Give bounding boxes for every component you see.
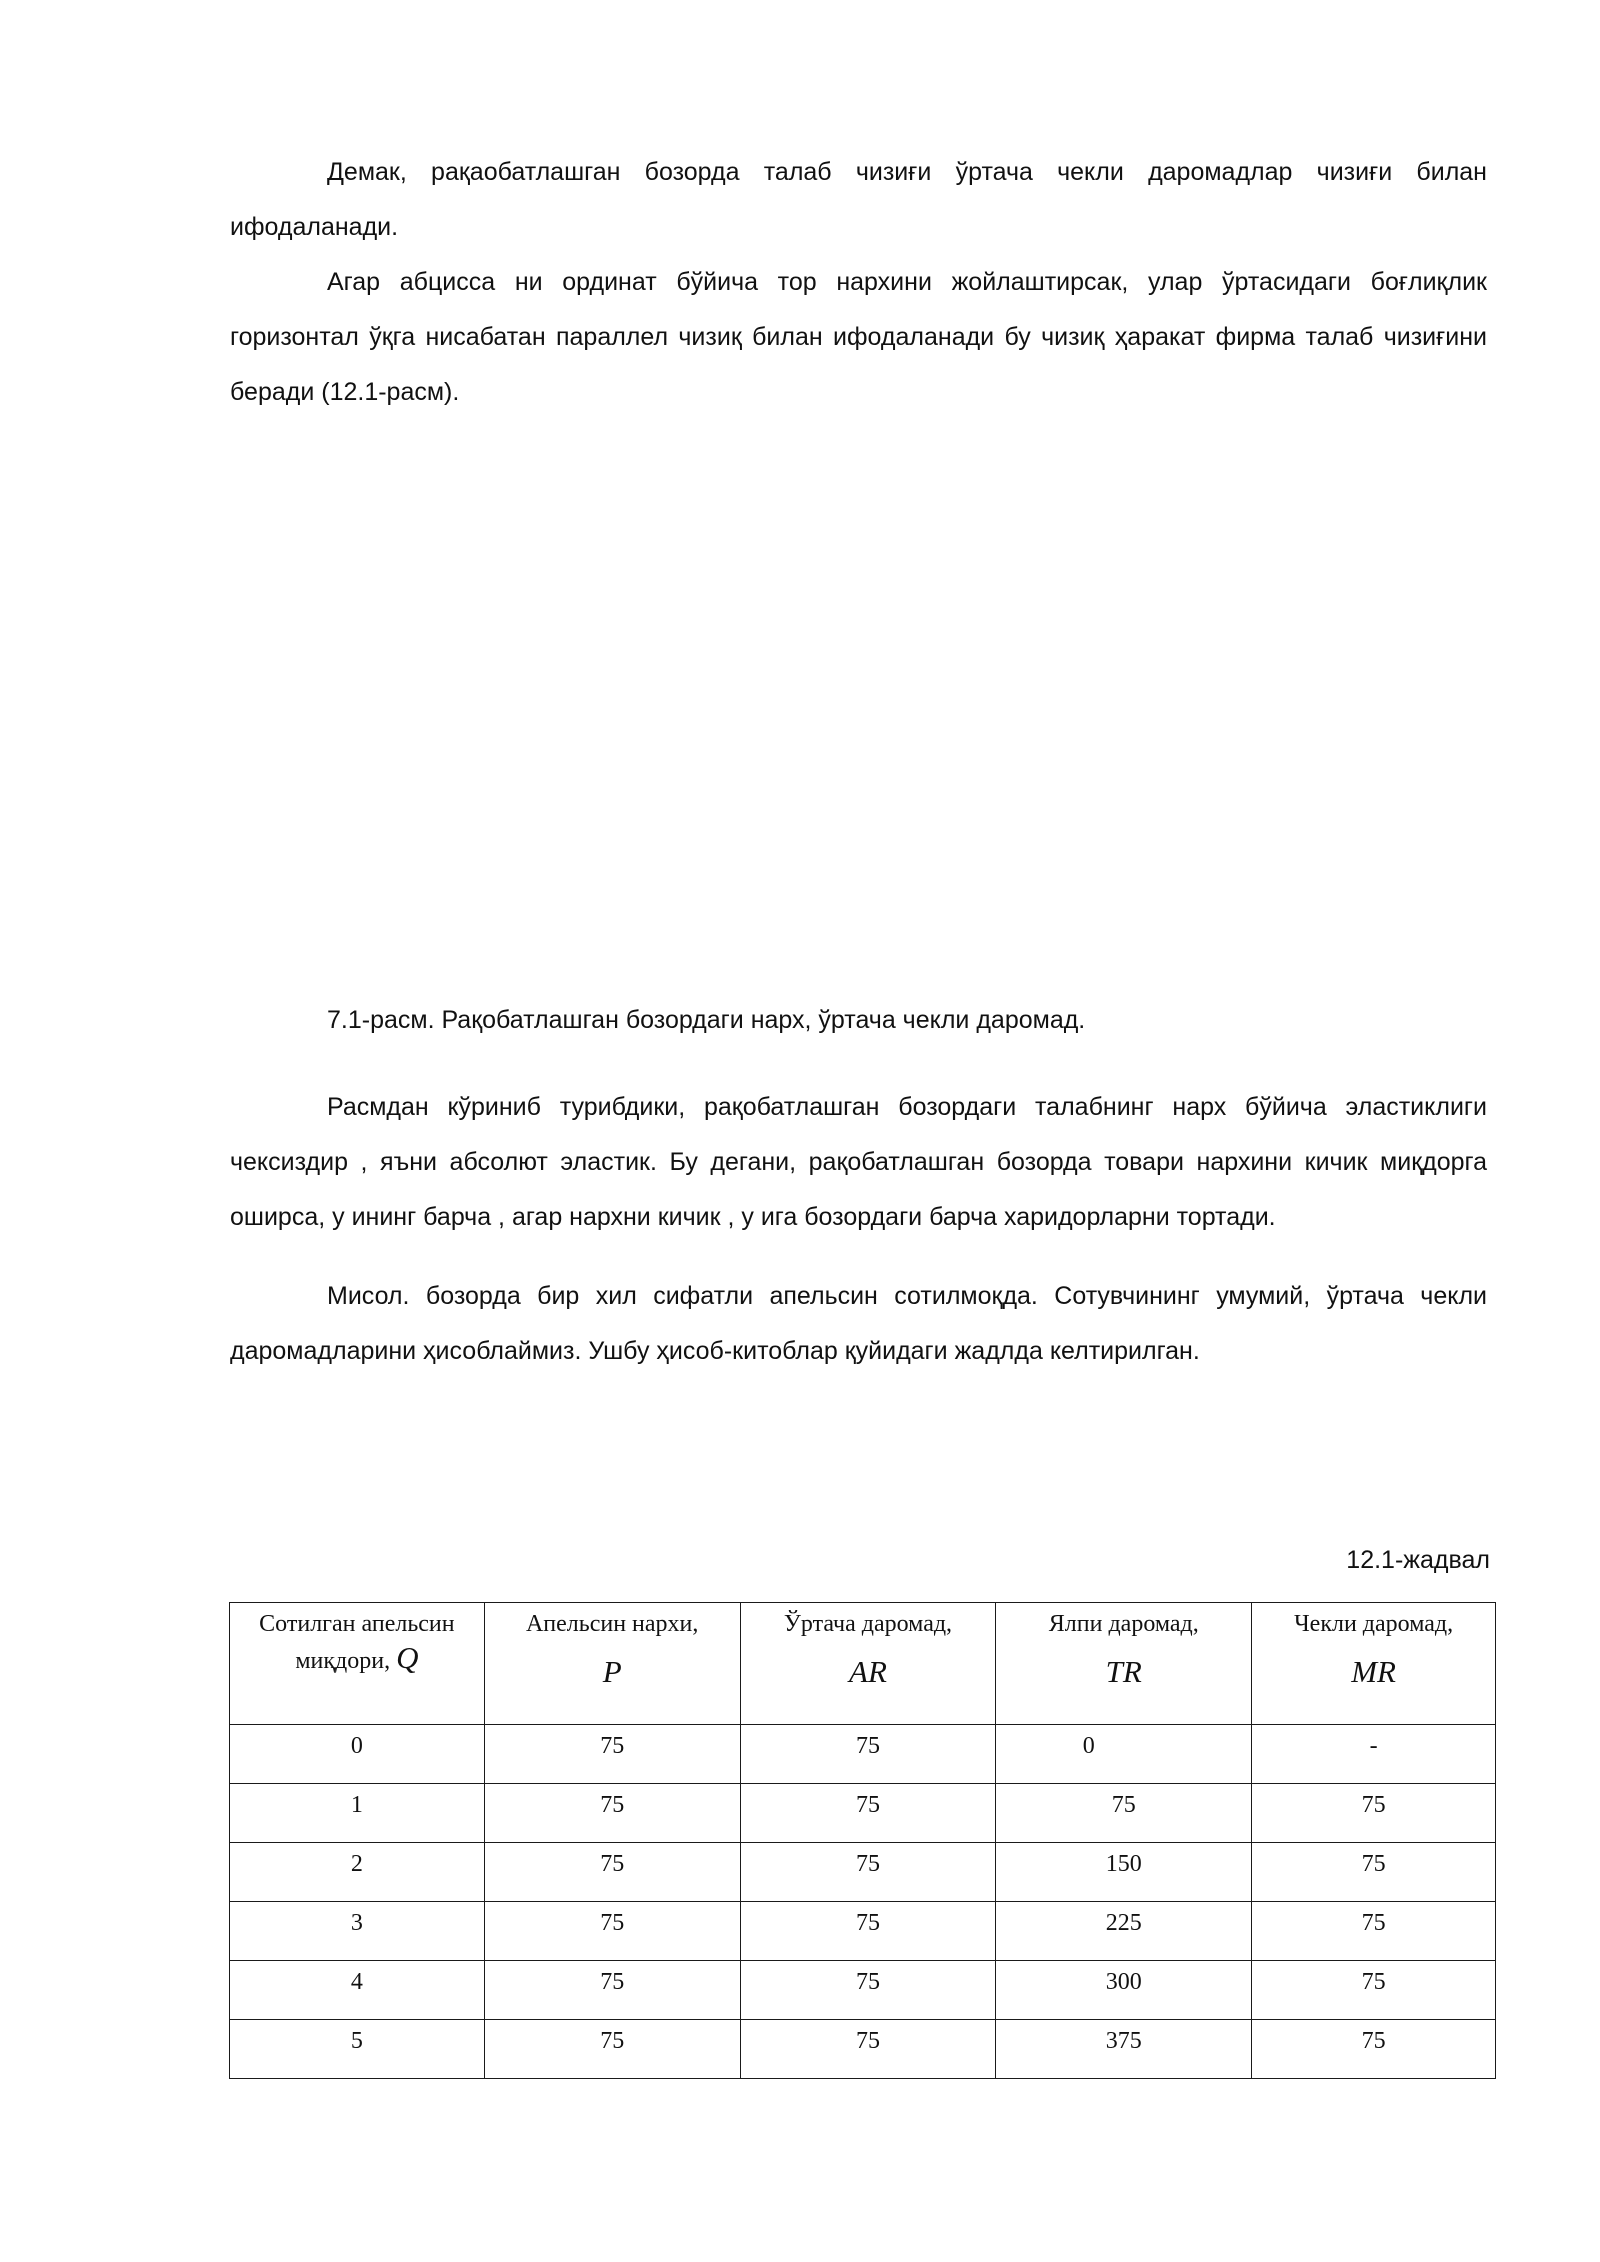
header-marginal-revenue-symbol: MR	[1351, 1654, 1396, 1689]
revenue-table	[229, 1602, 1496, 2079]
header-price-symbol: P	[602, 1654, 622, 1689]
header-average-revenue-label: Ўртача даромад,	[783, 1611, 953, 1637]
cell-price: 75	[484, 1725, 740, 1784]
cell-quantity: 0	[230, 1725, 485, 1784]
cell-total-revenue: 75	[996, 1784, 1252, 1843]
cell-price: 75	[484, 1902, 740, 1961]
cell-marginal-revenue: 75	[1252, 2020, 1496, 2079]
header-total-revenue	[996, 1603, 1252, 1725]
header-quantity-line1: Сотилган апельсин	[259, 1611, 455, 1637]
cell-quantity: 4	[230, 1961, 485, 2020]
header-average-revenue	[740, 1603, 996, 1725]
table-header-row	[230, 1603, 1496, 1725]
cell-average-revenue: 75	[740, 2020, 996, 2079]
header-quantity-symbol: Q	[396, 1640, 419, 1675]
header-total-revenue-symbol: TR	[1105, 1654, 1142, 1689]
cell-marginal-revenue: 75	[1252, 1843, 1496, 1902]
paragraph-abscissa: Агар абцисса ни ординат бўйича тор нархини жойлаштирсак, улар ўртасидаги боғлиқлик горизонтал ўқга нисабатан параллел чизиқ билан ифодаланади бу чизиқ ҳаракат фирма талаб чизиғини беради (12.1-расм).	[230, 268, 1487, 406]
cell-average-revenue: 75	[740, 1961, 996, 2020]
cell-price: 75	[484, 1784, 740, 1843]
cell-price: 75	[484, 1961, 740, 2020]
cell-quantity: 2	[230, 1843, 485, 1902]
cell-total-revenue: 375	[996, 2020, 1252, 2079]
intro-text-block	[230, 145, 1487, 420]
cell-total-revenue: 300	[996, 1961, 1252, 2020]
paragraph-elasticity: Расмдан кўриниб турибдики, рақобатлашган бозордаги талабнинг нарх бўйича эластиклиги чексиздир , яъни абсолют эластик. Бу дегани, рақобатлашган бозорда товари нархини кичик миқдорга оширса, у ининг барча , агар нархни кичик , у ига бозордаги барча харидорларни тортади.	[230, 1093, 1487, 1231]
table-label: 12.1-жадвал	[1346, 1546, 1490, 1574]
paragraph-demand-line: Демак, рақаобатлашган бозорда талаб чизиғи ўртача чекли даромадлар чизиғи билан ифодаланади.	[230, 158, 1487, 241]
table-row	[230, 2020, 1496, 2079]
cell-marginal-revenue: -	[1252, 1725, 1496, 1784]
figure-caption: 7.1-расм. Рақобатлашган бозордаги нарх, ўртача чекли даромад.	[327, 1006, 1086, 1034]
header-marginal-revenue	[1252, 1603, 1496, 1725]
table-row	[230, 1902, 1496, 1961]
cell-total-revenue: 150	[996, 1843, 1252, 1902]
cell-average-revenue: 75	[740, 1843, 996, 1902]
cell-quantity: 1	[230, 1784, 485, 1843]
cell-price: 75	[484, 2020, 740, 2079]
cell-total-revenue: 0	[996, 1725, 1252, 1784]
header-quantity-line2-text: миқдори,	[295, 1648, 391, 1674]
cell-total-revenue: 225	[996, 1902, 1252, 1961]
table-row	[230, 1843, 1496, 1902]
header-marginal-revenue-label: Чекли даромад,	[1294, 1611, 1454, 1637]
header-price-label: Апельсин нархи,	[525, 1611, 699, 1637]
cell-average-revenue: 75	[740, 1725, 996, 1784]
cell-quantity: 5	[230, 2020, 485, 2079]
cell-marginal-revenue: 75	[1252, 1902, 1496, 1961]
cell-average-revenue: 75	[740, 1784, 996, 1843]
header-average-revenue-symbol: AR	[849, 1654, 887, 1689]
table-row	[230, 1961, 1496, 2020]
header-total-revenue-label: Ялпи даромад,	[1048, 1611, 1199, 1637]
header-price	[484, 1603, 740, 1725]
header-quantity	[230, 1603, 485, 1725]
cell-marginal-revenue: 75	[1252, 1784, 1496, 1843]
header-quantity-line2	[230, 1641, 484, 1678]
cell-marginal-revenue: 75	[1252, 1961, 1496, 2020]
cell-price: 75	[484, 1843, 740, 1902]
body-text-block	[230, 1080, 1487, 1379]
table-row	[230, 1725, 1496, 1784]
cell-quantity: 3	[230, 1902, 485, 1961]
paragraph-example: Мисол. бозорда бир хил сифатли апельсин сотилмоқда. Сотувчининг умумий, ўртача чекли даромадларини ҳисоблаймиз. Ушбу ҳисоб-китоблар қуйидаги жадлда келтирилган.	[230, 1282, 1487, 1365]
cell-average-revenue: 75	[740, 1902, 996, 1961]
table-row	[230, 1784, 1496, 1843]
